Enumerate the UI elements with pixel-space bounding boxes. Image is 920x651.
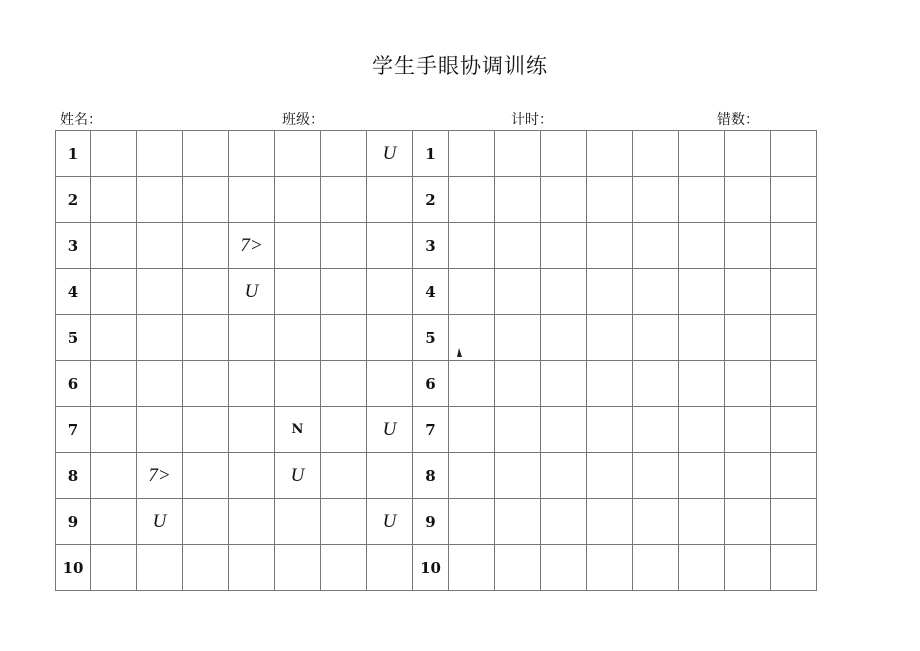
grid-cell (183, 223, 229, 269)
answer-cell[interactable] (541, 269, 587, 315)
grid-cell (321, 177, 367, 223)
row-number-right: 3 (413, 223, 449, 269)
grid-cell (91, 269, 137, 315)
table-row (56, 269, 817, 315)
answer-cell[interactable] (541, 361, 587, 407)
answer-cell[interactable] (679, 315, 725, 361)
row-number-right: 4 (413, 269, 449, 315)
training-grid (55, 130, 817, 591)
grid-cell (229, 315, 275, 361)
answer-cell[interactable] (679, 269, 725, 315)
answer-cell[interactable] (495, 131, 541, 177)
row-number-right: 6 (413, 361, 449, 407)
row-number-left: 4 (56, 269, 91, 315)
grid-cell (321, 407, 367, 453)
answer-cell[interactable] (541, 407, 587, 453)
answer-cell[interactable] (587, 407, 633, 453)
row-number-left: 10 (56, 545, 91, 591)
answer-cell[interactable] (679, 131, 725, 177)
grid-cell (229, 131, 275, 177)
row-number-right: 2 (413, 177, 449, 223)
grid-cell (275, 315, 321, 361)
answer-cell[interactable] (587, 545, 633, 591)
grid-cell (275, 177, 321, 223)
answer-cell[interactable] (495, 545, 541, 591)
row-number-right: 9 (413, 499, 449, 545)
answer-cell[interactable] (725, 315, 771, 361)
answer-cell[interactable] (725, 269, 771, 315)
answer-cell[interactable] (587, 453, 633, 499)
class-label: 班级： (282, 112, 324, 128)
grid-cell (321, 269, 367, 315)
answer-cell[interactable] (541, 499, 587, 545)
answer-cell[interactable] (449, 269, 495, 315)
grid-cell (183, 361, 229, 407)
table-row (56, 361, 817, 407)
table-row (56, 177, 817, 223)
grid-cell (321, 499, 367, 545)
grid-cell (275, 131, 321, 177)
grid-cell (137, 177, 183, 223)
grid-cell (367, 223, 413, 269)
answer-cell[interactable] (771, 315, 817, 361)
grid-cell: 7> (137, 453, 183, 499)
answer-cell[interactable] (449, 453, 495, 499)
answer-cell[interactable] (495, 177, 541, 223)
grid-cell (91, 407, 137, 453)
grid-cell (367, 361, 413, 407)
table-row (56, 545, 817, 591)
grid-cell (275, 361, 321, 407)
answer-cell[interactable] (771, 545, 817, 591)
answer-cell[interactable] (587, 131, 633, 177)
answer-cell[interactable] (725, 131, 771, 177)
grid-cell (367, 269, 413, 315)
grid-cell (183, 453, 229, 499)
answer-cell[interactable] (495, 315, 541, 361)
answer-cell[interactable] (633, 131, 679, 177)
grid-cell (367, 453, 413, 499)
answer-cell[interactable] (725, 499, 771, 545)
grid-cell (229, 499, 275, 545)
answer-cell[interactable] (541, 315, 587, 361)
answer-cell[interactable] (495, 453, 541, 499)
answer-cell[interactable] (587, 499, 633, 545)
answer-cell[interactable] (541, 131, 587, 177)
row-number-right: 5 (413, 315, 449, 361)
answer-cell[interactable] (771, 269, 817, 315)
grid-cell (91, 499, 137, 545)
table-row (56, 315, 817, 361)
row-number-right: 8 (413, 453, 449, 499)
answer-cell[interactable] (587, 177, 633, 223)
answer-cell[interactable] (679, 545, 725, 591)
answer-cell[interactable] (633, 453, 679, 499)
grid-cell (183, 407, 229, 453)
answer-cell[interactable] (449, 223, 495, 269)
table-row (56, 453, 817, 499)
grid-cell (367, 315, 413, 361)
answer-cell[interactable] (725, 407, 771, 453)
grid-cell (91, 545, 137, 591)
row-number-right: 7 (413, 407, 449, 453)
grid-cell (367, 177, 413, 223)
answer-cell[interactable] (449, 407, 495, 453)
row-number-left: 7 (56, 407, 91, 453)
grid-cell: U (367, 407, 413, 453)
answer-cell[interactable] (633, 177, 679, 223)
answer-cell[interactable] (725, 453, 771, 499)
errors-label: 错数： (717, 112, 759, 128)
grid-cell (91, 131, 137, 177)
answer-cell[interactable] (449, 315, 495, 361)
answer-cell[interactable] (771, 499, 817, 545)
grid-cell (321, 315, 367, 361)
grid-cell (229, 177, 275, 223)
answer-cell[interactable] (587, 315, 633, 361)
grid-cell (321, 453, 367, 499)
table-row (56, 223, 817, 269)
answer-cell[interactable] (633, 407, 679, 453)
grid-cell (229, 407, 275, 453)
grid-cell (137, 407, 183, 453)
answer-cell[interactable] (495, 499, 541, 545)
answer-cell[interactable] (541, 545, 587, 591)
grid-cell (321, 223, 367, 269)
timer-label: 计时： (511, 112, 553, 128)
answer-cell[interactable] (633, 499, 679, 545)
answer-cell[interactable] (449, 361, 495, 407)
grid-cell (275, 223, 321, 269)
answer-cell[interactable] (679, 499, 725, 545)
answer-cell[interactable] (679, 177, 725, 223)
table-row (56, 131, 817, 177)
grid-cell (137, 269, 183, 315)
grid-cell (321, 361, 367, 407)
answer-cell[interactable] (633, 361, 679, 407)
answer-cell[interactable] (587, 269, 633, 315)
answer-cell[interactable] (633, 223, 679, 269)
answer-cell[interactable] (541, 177, 587, 223)
page-title: 学生手眼协调训练 (372, 54, 548, 78)
answer-cell[interactable] (449, 545, 495, 591)
answer-cell[interactable] (449, 177, 495, 223)
grid-cell (229, 545, 275, 591)
answer-cell[interactable] (541, 223, 587, 269)
answer-cell[interactable] (449, 131, 495, 177)
grid-cell (183, 315, 229, 361)
grid-cell (183, 545, 229, 591)
answer-cell[interactable] (633, 545, 679, 591)
answer-cell[interactable] (771, 361, 817, 407)
answer-cell[interactable] (495, 269, 541, 315)
grid-cell (275, 545, 321, 591)
row-number-left: 2 (56, 177, 91, 223)
answer-cell[interactable] (725, 361, 771, 407)
answer-cell[interactable] (541, 453, 587, 499)
answer-cell[interactable] (771, 223, 817, 269)
answer-cell[interactable] (633, 269, 679, 315)
row-number-left: 8 (56, 453, 91, 499)
answer-cell[interactable] (495, 223, 541, 269)
answer-cell[interactable] (725, 177, 771, 223)
grid-cell (275, 499, 321, 545)
grid-cell: U (367, 499, 413, 545)
answer-cell[interactable] (771, 453, 817, 499)
row-number-right: 10 (413, 545, 449, 591)
grid-cell (229, 453, 275, 499)
answer-cell[interactable] (679, 361, 725, 407)
grid-cell (321, 131, 367, 177)
answer-cell[interactable] (495, 361, 541, 407)
grid-cell (137, 315, 183, 361)
grid-cell (91, 177, 137, 223)
answer-cell[interactable] (771, 177, 817, 223)
grid-cell (137, 545, 183, 591)
grid-cell: 7> (229, 223, 275, 269)
answer-cell[interactable] (771, 131, 817, 177)
row-number-left: 9 (56, 499, 91, 545)
grid-cell (137, 223, 183, 269)
grid-cell (183, 499, 229, 545)
answer-cell[interactable] (495, 407, 541, 453)
answer-cell[interactable] (771, 407, 817, 453)
grid-cell: N (275, 407, 321, 453)
answer-cell[interactable] (725, 545, 771, 591)
grid-cell (183, 131, 229, 177)
table-row (56, 499, 817, 545)
answer-cell[interactable] (633, 315, 679, 361)
answer-cell[interactable] (679, 407, 725, 453)
stray-mark (457, 348, 462, 357)
grid-cell: U (367, 131, 413, 177)
grid-cell (91, 315, 137, 361)
grid-cell (91, 361, 137, 407)
answer-cell[interactable] (449, 499, 495, 545)
grid-cell: U (229, 269, 275, 315)
grid-cell (367, 545, 413, 591)
grid-cell (321, 545, 367, 591)
answer-cell[interactable] (587, 223, 633, 269)
grid-cell (183, 269, 229, 315)
answer-cell[interactable] (587, 361, 633, 407)
grid-cell (137, 361, 183, 407)
grid-cell (183, 177, 229, 223)
grid-cell: U (275, 453, 321, 499)
row-number-left: 3 (56, 223, 91, 269)
grid-cell (137, 131, 183, 177)
table-row (56, 407, 817, 453)
grid-cell (91, 453, 137, 499)
row-number-left: 6 (56, 361, 91, 407)
row-number-left: 1 (56, 131, 91, 177)
name-label: 姓名： (60, 112, 102, 128)
answer-cell[interactable] (725, 223, 771, 269)
grid-cell (91, 223, 137, 269)
answer-cell[interactable] (679, 223, 725, 269)
grid-cell: U (137, 499, 183, 545)
row-number-right: 1 (413, 131, 449, 177)
answer-cell[interactable] (679, 453, 725, 499)
grid-cell (229, 361, 275, 407)
grid-cell (275, 269, 321, 315)
row-number-left: 5 (56, 315, 91, 361)
